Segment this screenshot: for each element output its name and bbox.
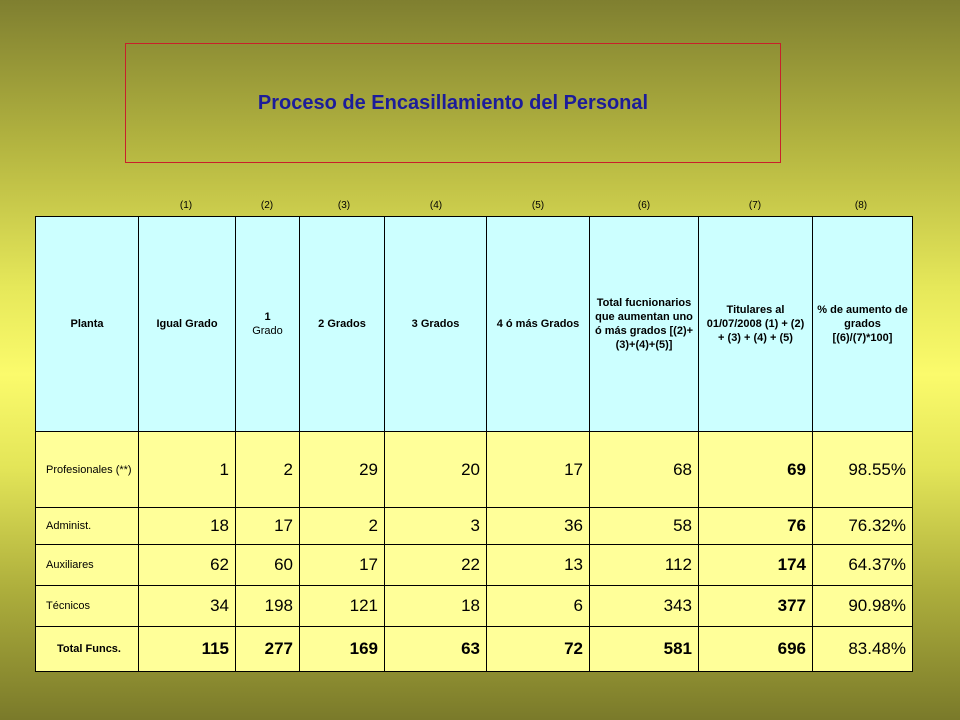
header-dos-grados: 2 Grados bbox=[300, 217, 385, 432]
cell-porcentaje: 64.37% bbox=[813, 545, 913, 586]
header-cuatro-grados: 4 ó más Grados bbox=[487, 217, 590, 432]
cell-total-aumentan: 68 bbox=[590, 432, 699, 508]
cell-total-aumentan: 58 bbox=[590, 508, 699, 545]
cell-cuatro-grados: 72 bbox=[487, 627, 590, 672]
table-row bbox=[36, 432, 913, 508]
title-box bbox=[125, 43, 781, 163]
cell-porcentaje: 76.32% bbox=[813, 508, 913, 545]
column-numbers bbox=[0, 200, 960, 212]
cell-tres-grados: 18 bbox=[385, 586, 487, 627]
cell-titulares: 76 bbox=[699, 508, 813, 545]
cell-igual-grado: 34 bbox=[139, 586, 236, 627]
table-row bbox=[36, 545, 913, 586]
cell-tres-grados: 22 bbox=[385, 545, 487, 586]
cell-cuatro-grados: 6 bbox=[487, 586, 590, 627]
total-row bbox=[36, 627, 913, 672]
cell-dos-grados: 2 bbox=[300, 508, 385, 545]
column-number-7: (7) bbox=[748, 200, 762, 211]
header-un-grado-number: 1 bbox=[264, 311, 271, 323]
header-un-grado bbox=[236, 217, 300, 432]
cell-titulares: 696 bbox=[699, 627, 813, 672]
cell-porcentaje: 98.55% bbox=[813, 432, 913, 508]
cell-cuatro-grados: 13 bbox=[487, 545, 590, 586]
cell-igual-grado: 18 bbox=[139, 508, 236, 545]
cell-tres-grados: 3 bbox=[385, 508, 487, 545]
row-label: Técnicos bbox=[36, 586, 139, 627]
header-row bbox=[36, 217, 913, 432]
column-number-8: (8) bbox=[854, 200, 868, 211]
cell-tres-grados: 20 bbox=[385, 432, 487, 508]
cell-tres-grados: 63 bbox=[385, 627, 487, 672]
cell-dos-grados: 17 bbox=[300, 545, 385, 586]
header-tres-grados: 3 Grados bbox=[385, 217, 487, 432]
cell-dos-grados: 169 bbox=[300, 627, 385, 672]
column-number-4: (4) bbox=[429, 200, 443, 211]
cell-porcentaje: 83.48% bbox=[813, 627, 913, 672]
encasillamiento-table bbox=[35, 216, 913, 672]
page-title: Proceso de Encasillamiento del Personal bbox=[257, 91, 649, 114]
table-row bbox=[36, 586, 913, 627]
cell-un-grado: 198 bbox=[236, 586, 300, 627]
header-planta: Planta bbox=[36, 217, 139, 432]
cell-cuatro-grados: 36 bbox=[487, 508, 590, 545]
cell-dos-grados: 29 bbox=[300, 432, 385, 508]
cell-cuatro-grados: 17 bbox=[487, 432, 590, 508]
column-number-6: (6) bbox=[637, 200, 651, 211]
cell-un-grado: 2 bbox=[236, 432, 300, 508]
cell-igual-grado: 115 bbox=[139, 627, 236, 672]
row-label: Auxiliares bbox=[36, 545, 139, 586]
column-number-1: (1) bbox=[179, 200, 193, 211]
header-total-aumentan: Total fucnionarios que aumentan uno ó más grados [(2)+(3)+(4)+(5)] bbox=[590, 217, 699, 432]
cell-porcentaje: 90.98% bbox=[813, 586, 913, 627]
row-label: Total Funcs. bbox=[36, 627, 139, 672]
cell-total-aumentan: 343 bbox=[590, 586, 699, 627]
cell-igual-grado: 62 bbox=[139, 545, 236, 586]
cell-un-grado: 277 bbox=[236, 627, 300, 672]
row-label: Administ. bbox=[36, 508, 139, 545]
column-number-3: (3) bbox=[337, 200, 351, 211]
row-label: Profesionales (**) bbox=[36, 432, 139, 508]
cell-total-aumentan: 112 bbox=[590, 545, 699, 586]
cell-un-grado: 60 bbox=[236, 545, 300, 586]
cell-titulares: 174 bbox=[699, 545, 813, 586]
cell-dos-grados: 121 bbox=[300, 586, 385, 627]
header-porcentaje: % de aumento de grados [(6)/(7)*100] bbox=[813, 217, 913, 432]
cell-igual-grado: 1 bbox=[139, 432, 236, 508]
header-igual-grado: Igual Grado bbox=[139, 217, 236, 432]
cell-titulares: 377 bbox=[699, 586, 813, 627]
column-number-5: (5) bbox=[531, 200, 545, 211]
header-un-grado-text: Grado bbox=[252, 325, 283, 337]
table-row bbox=[36, 508, 913, 545]
column-number-2: (2) bbox=[260, 200, 274, 211]
cell-total-aumentan: 581 bbox=[590, 627, 699, 672]
cell-titulares: 69 bbox=[699, 432, 813, 508]
header-titulares: Titulares al 01/07/2008 (1) + (2) + (3) + (4) + (5) bbox=[699, 217, 813, 432]
cell-un-grado: 17 bbox=[236, 508, 300, 545]
